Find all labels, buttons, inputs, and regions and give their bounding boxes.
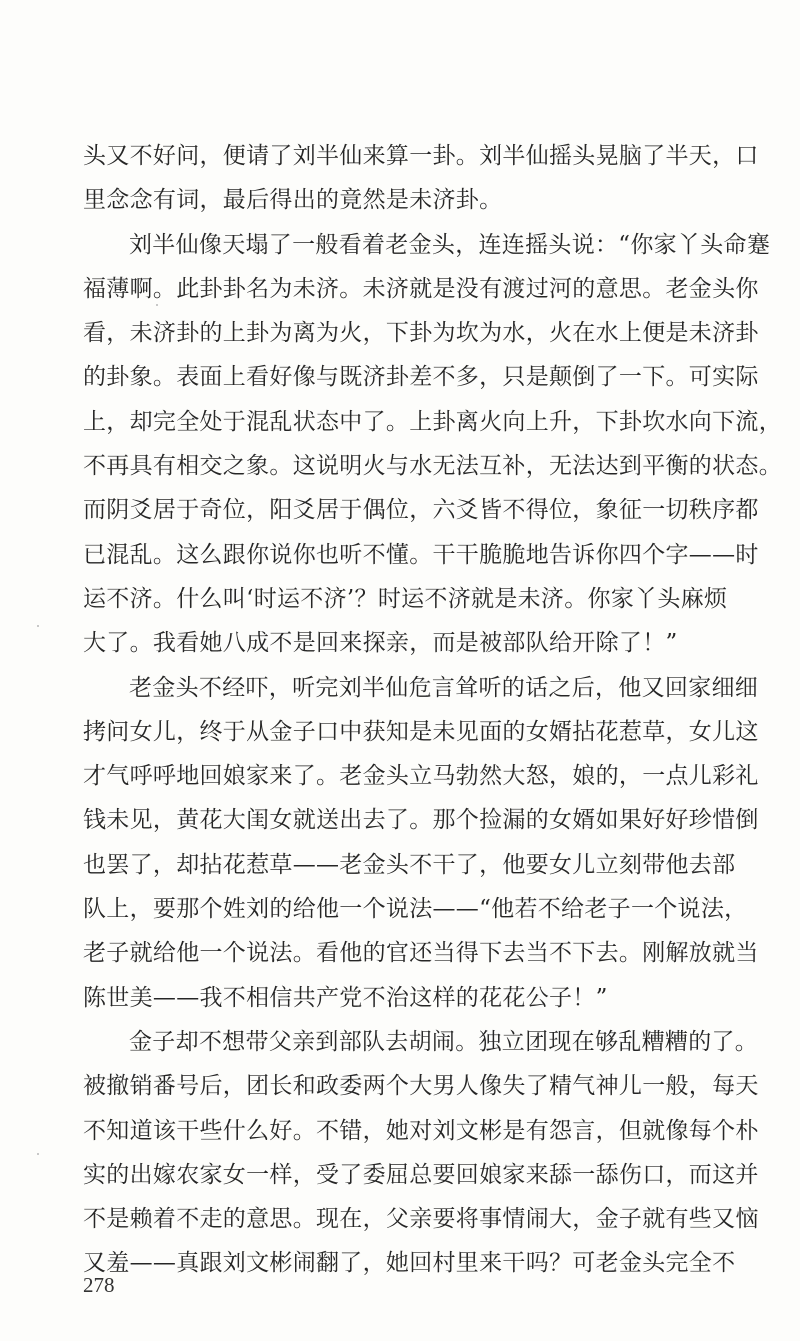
scan-speck	[37, 625, 39, 627]
text-line: 里念念有词，最后得出的竟然是未济卦。	[83, 187, 503, 214]
page-number: 278	[83, 1273, 115, 1297]
scan-speck	[156, 304, 158, 306]
paragraph-start-line: 老金头不经吓，听完刘半仙危言耸听的话之后，他又回家细细	[129, 674, 759, 701]
text-line: 老子就给他一个说法。看他的官还当得下去当不下去。刚解放就当	[83, 940, 759, 967]
text-line: 大了。我看她八成不是回来探亲，而是被部队给开除了！”	[83, 630, 678, 657]
text-line: 看，未济卦的上卦为离为火，下卦为坎为水，火在水上便是未济卦	[83, 320, 759, 347]
scan-speck	[37, 1153, 39, 1155]
text-line: 被撤销番号后，团长和政委两个大男人像失了精气神儿一般，每天	[83, 1073, 759, 1100]
text-line: 福薄啊。此卦卦名为未济。未济就是没有渡过河的意思。老金头你	[83, 275, 759, 302]
text-line: 头又不好问，便请了刘半仙来算一卦。刘半仙摇头晃脑了半天，口	[83, 143, 759, 169]
text-line: 已混乱。这么跟你说你也听不懂。干干脆脆地告诉你四个字——时	[83, 541, 759, 568]
text-line: 钱未见，黄花大闺女就送出去了。那个捡漏的女婿如果好好珍惜倒	[83, 807, 759, 834]
text-line: 陈世美——我不相信共产党不治这样的花花公子！”	[83, 984, 608, 1011]
text-line: 才气呼呼地回娘家来了。老金头立马勃然大怒，娘的，一点儿彩礼	[83, 763, 759, 790]
text-line: 不再具有相交之象。这说明火与水无法互补，无法达到平衡的状态。	[83, 453, 782, 480]
text-line: 实的出嫁农家女一样，受了委屈总要回娘家来舔一舔伤口，而这并	[83, 1161, 759, 1188]
text-line: 不是赖着不走的意思。现在，父亲要将事情闹大，金子就有些又恼	[83, 1206, 759, 1233]
text-line: 也罢了，却拈花惹草——老金头不干了，他要女儿立刻带他去部	[83, 851, 736, 878]
text-line: 而阴爻居于奇位，阳爻居于偶位，六爻皆不得位，象征一切秩序都	[83, 497, 759, 524]
text-line: 队上，要那个姓刘的给他一个说法——“他若不给老子一个说法，	[83, 896, 748, 923]
text-line: 的卦象。表面上看好像与既济卦差不多，只是颠倒了一下。可实际	[83, 364, 759, 391]
text-line: 又羞——真跟刘文彬闹翻了，她回村里来干吗？可老金头完全不	[83, 1250, 736, 1277]
text-line: 上，却完全处于混乱状态中了。上卦离火向上升，下卦坎水向下流，	[83, 408, 782, 435]
paragraph-start-line: 金子却不想带父亲到部队去胡闹。独立团现在够乱糟糟的了。	[129, 1028, 759, 1055]
paragraph-start-line: 刘半仙像天塌了一般看着老金头，连连摇头说：“你家丫头命蹇	[129, 231, 771, 258]
text-line: 拷问女儿，终于从金子口中获知是未见面的女婿拈花惹草，女儿这	[83, 718, 759, 745]
text-line: 不知道该干些什么好。不错，她对刘文彬是有怨言，但就像每个朴	[83, 1117, 759, 1144]
text-line: 运不济。什么叫‘时运不济’？时运不济就是未济。你家丫头麻烦	[83, 585, 728, 612]
page-body-text	[83, 134, 782, 1286]
